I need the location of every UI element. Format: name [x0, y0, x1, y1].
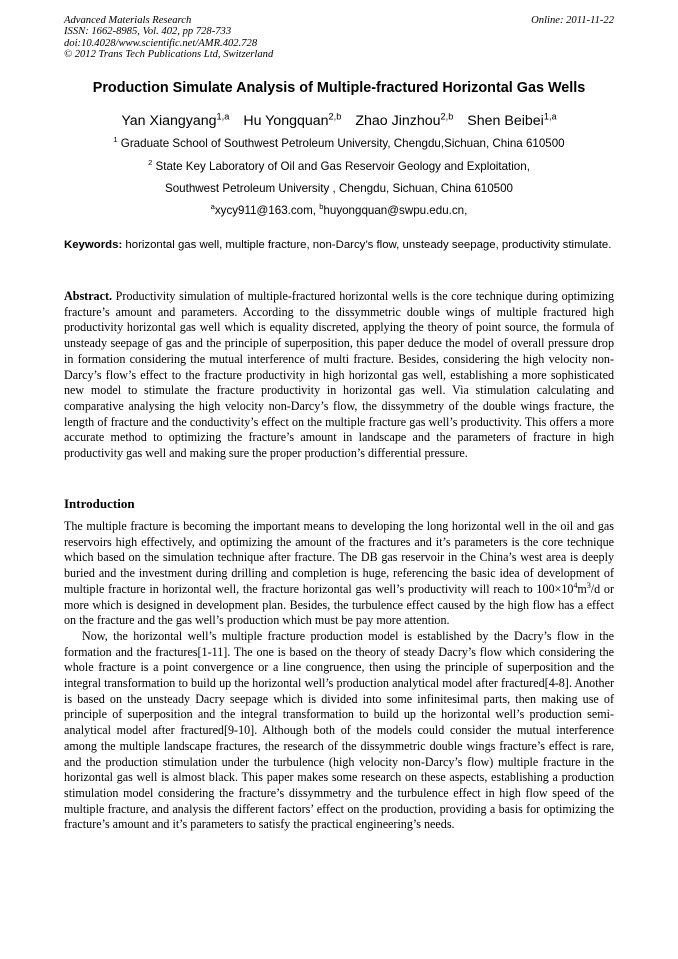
affiliation-mark: 1 — [113, 135, 118, 145]
author-list — [0, 113, 678, 129]
abstract-text: Productivity simulation of multiple-fractured horizontal wells is the core technique during optimizing fracture’s amount and parameters. According to the dissymmetric double wings of multiple fractured high productivity horizontal gas well which is equality discreted, applying the theory of point source, the formula of unsteady seepage of gas and the principle of superposition, this paper deduce the model of overall pressure drop in formation considering the mutual interference of multi fracture. Besides, considering the high velocity non-Darcy’s flow’s effect to the fracture productivity in high horizontal gas well, establishing a more sophisticated new model to stimulate the fracture productivity in horizontal gas well. Via stimulation calculating and comparative analysing the high velocity non-Darcy’s flow, the dissymmetry of the double wings fracture, the length of fracture and the conductivity’s effect on the multiple fracture gas well’s productivity. This offers a more accurate method to optimizing the fracture’s amount in landscape and the parameters of fracture in high productivity gas well and making sure the proper production’s differential pressure. — [64, 289, 614, 461]
author-name: Zhao Jinzhou — [355, 113, 441, 129]
author-affiliation-mark: 2,b — [440, 111, 454, 122]
journal-doi: doi:10.4028/www.scientific.net/AMR.402.728 — [64, 37, 258, 49]
journal-copyright: © 2012 Trans Tech Publications Ltd, Switzerland — [64, 49, 274, 61]
author-affiliation-mark: 1,a — [543, 111, 557, 122]
author-name: Yan Xiangyang — [121, 113, 217, 129]
paper-title: Production Simulate Analysis of Multiple-fractured Horizontal Gas Wells — [92, 80, 586, 96]
paragraph-text: /d or more which is designed in development plan. Besides, the turbulence effect caused by the high flow has a effect on the fracture and the gas well’s production which must be pay more attention. — [64, 581, 614, 628]
email-link[interactable]: xycy911@163.com, — [214, 204, 320, 217]
affiliation-mark: 2 — [148, 158, 153, 168]
paragraph: Now, the horizontal well’s multiple fracture production model is established by the Dacry’s flow in the formation and the fractures[1-11]. The one is based on the theory of steady Dacry’s flow which considering the whole fracture is a point convergence or a line congruence, then using the principle of superposition and the integral transformation to build up the horizontal well’s production analytical model after fractured[4-8]. Another is based on the unsteady Dacry seepage which is divided into some infinitesimal parts, then making use of principle of superposition and the integral transformation to build up the horizontal well’s production semi-analytical model after fractured[9-10]. Although both of the models could consider the mutual interference among the multiple landscape fractures, the research of the dissymmetric double wings fracture’s effect is rare, and the production stimulation under the turbulence (high velocity non-Darcy’s flow) multiple fracture in the horizontal gas well is almost black. This paper makes some research on these aspects, establishing a production stimulation model considering the fracture’s dissymmetry and the turbulence effect in high flow speed of the multiple fracture, and analysis the different factors’ effect on the production, providing a basis for optimizing the fracture’s amount and it’s parameters to satisfy the practical engineering’s needs. — [64, 628, 614, 832]
affiliation-1 — [0, 137, 678, 150]
author-name: Shen Beibei — [467, 113, 544, 129]
author-emails — [0, 204, 678, 217]
affiliation-2-continued: Southwest Petroleum University , Chengdu, Sichuan, China 610500 — [164, 182, 514, 195]
introduction-body — [64, 519, 614, 833]
affiliation-2 — [0, 160, 678, 173]
email-mark: a — [210, 202, 215, 212]
journal-name: Advanced Materials Research — [64, 15, 192, 26]
keywords-block — [64, 237, 614, 253]
paragraph-text: m — [577, 581, 587, 596]
keywords-label: Keywords: — [64, 239, 123, 251]
paragraph-text: The multiple fracture is becoming the important means to developing the long horizontal well in the oil and gas reservoirs high effectively, and optimizing the amount of the fractures and it’s parameters is the core technique which based on the simulation technique after fracture. The DB gas reservoir in the China’s west area is deeply buried and the investment during drilling and completion is huge, referencing the basic idea of development of multiple fracture in horizontal well, the fracture horizontal gas well’s productivity will reach to 100×10 — [64, 519, 614, 596]
author — [467, 113, 556, 129]
superscript: 3 — [586, 580, 591, 590]
email-mark: b — [319, 202, 324, 212]
author — [121, 113, 229, 129]
author — [355, 113, 453, 129]
author-affiliation-mark: 1,a — [216, 111, 230, 122]
keywords-text: horizontal gas well, multiple fracture, non-Darcy’s flow, unsteady seepage, productivity stimulate. — [122, 239, 612, 251]
journal-issn: ISSN: 1662-8985, Vol. 402, pp 728-733 — [64, 26, 232, 38]
author-affiliation-mark: 2,b — [328, 111, 342, 122]
affiliation-text: Graduate School of Southwest Petroleum University, Chengdu,Sichuan, China 610500 — [120, 137, 565, 150]
abstract-label: Abstract. — [64, 289, 113, 303]
online-date: Online: 2011-11-22 — [531, 15, 614, 26]
journal-header — [64, 15, 614, 61]
superscript: 4 — [573, 580, 578, 590]
author-name: Hu Yongquan — [243, 113, 329, 129]
introduction-heading: Introduction — [64, 496, 135, 511]
paragraph — [64, 519, 614, 629]
author — [243, 113, 341, 129]
abstract-block — [64, 289, 614, 462]
email-link[interactable]: huyongquan@swpu.edu.cn, — [323, 204, 468, 217]
affiliation-text: State Key Laboratory of Oil and Gas Reservoir Geology and Exploitation, — [155, 160, 530, 173]
